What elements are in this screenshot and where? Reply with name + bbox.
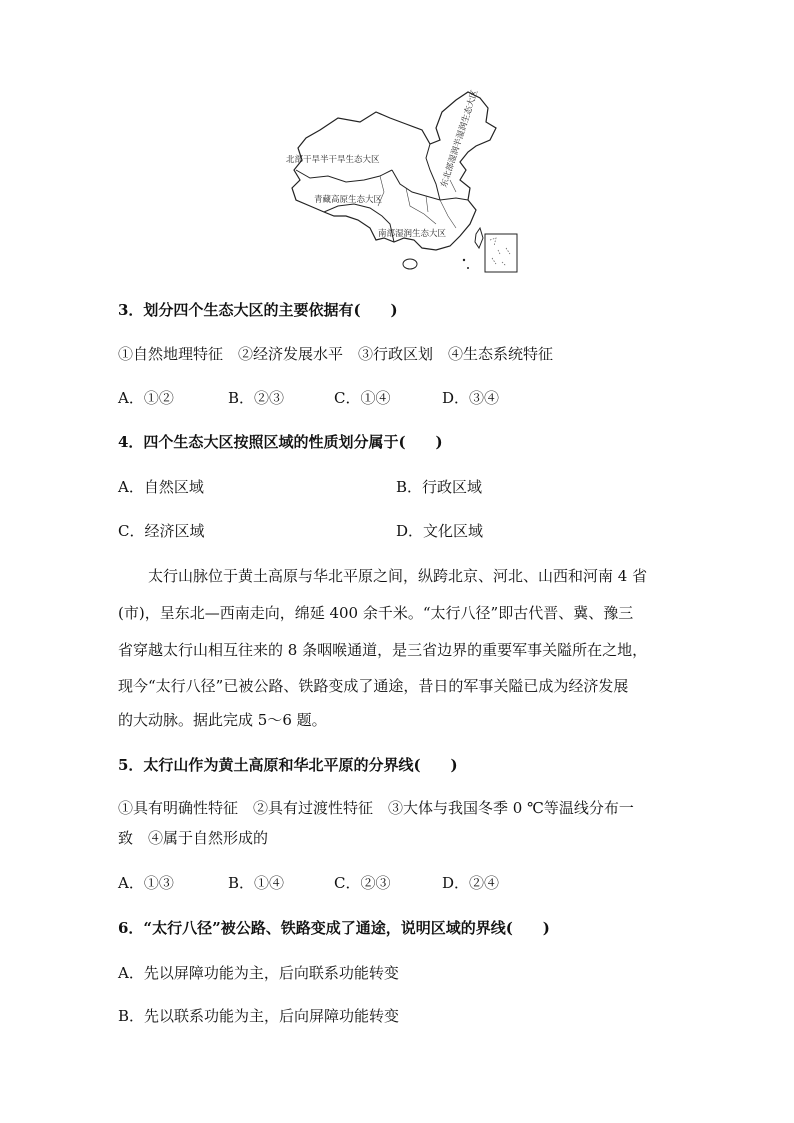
q4-option-a[interactable]: A．自然区域	[118, 478, 204, 496]
q4-stem: 4．四个生态大区按照区域的性质划分属于( )	[118, 433, 443, 451]
hainan-island	[403, 259, 417, 269]
q3-option-c[interactable]: C．①④	[334, 389, 391, 407]
taiwan-island	[475, 228, 483, 248]
south-sea-inset	[485, 234, 517, 272]
q4-option-c[interactable]: C．经济区域	[118, 522, 205, 540]
q5-stem: 5．太行山作为黄土高原和华北平原的分界线( )	[118, 756, 458, 774]
q4-option-d[interactable]: D．文化区域	[396, 522, 484, 540]
china-eco-regions-map	[280, 88, 528, 278]
q3-stem: 3．划分四个生态大区的主要依据有( )	[118, 301, 398, 319]
label-north: 北部干旱半干旱生态大区	[286, 155, 380, 165]
border-northeast	[426, 144, 440, 200]
q5-option-a[interactable]: A．①③	[118, 874, 174, 892]
label-qingzang: 青藏高原生态大区	[314, 195, 383, 205]
q5-items-line2: 致 ④属于自然形成的	[118, 829, 269, 847]
q3-option-b[interactable]: B．②③	[228, 389, 285, 407]
q6-option-a[interactable]: A．先以屏障功能为主，后向联系功能转变	[118, 964, 399, 982]
q5-option-b[interactable]: B．①④	[228, 874, 285, 892]
passage-line-2: (市)，呈东北—西南走向，绵延 400 余千米。“太行八径”即古代晋、冀、豫三	[118, 604, 634, 622]
passage-line-4: 现今“太行八径”已被公路、铁路变成了通途，昔日的军事关隘已成为经济发展	[118, 677, 629, 695]
q3-option-d[interactable]: D．③④	[442, 389, 500, 407]
q5-option-c[interactable]: C．②③	[334, 874, 391, 892]
map-svg	[280, 88, 528, 278]
q5-option-d[interactable]: D．②④	[442, 874, 500, 892]
passage-line-5: 的大动脉。据此完成 5～6 题。	[118, 711, 327, 729]
label-south: 南部湿润生态大区	[378, 229, 447, 239]
border-north-qingzang	[296, 170, 392, 182]
label-northeast: 东北部湿润半湿润生态大区	[439, 88, 481, 189]
inset-content	[490, 238, 510, 266]
q3-option-a[interactable]: A．①②	[118, 389, 174, 407]
q5-items-line1: ①具有明确性特征 ②具有过渡性特征 ③大体与我国冬季 0 ℃等温线分布一	[118, 799, 634, 817]
small-island	[463, 259, 465, 261]
passage-line-1: 太行山脉位于黄土高原与华北平原之间，纵跨北京、河北、山西和河南 4 省	[148, 567, 648, 585]
q6-option-b[interactable]: B．先以联系功能为主，后向屏障功能转变	[118, 1007, 400, 1025]
q4-option-b[interactable]: B．行政区域	[396, 478, 483, 496]
border-north-south	[392, 170, 468, 200]
small-island	[467, 267, 469, 269]
passage-line-3: 省穿越太行山相互往来的 8 条咽喉通道，是三省边界的重要军事关隘所在之地，	[118, 641, 648, 659]
q6-stem: 6．“太行八径”被公路、铁路变成了通途，说明区域的界线( )	[118, 919, 550, 937]
q3-items: ①自然地理特征 ②经济发展水平 ③行政区划 ④生态系统特征	[118, 345, 554, 363]
